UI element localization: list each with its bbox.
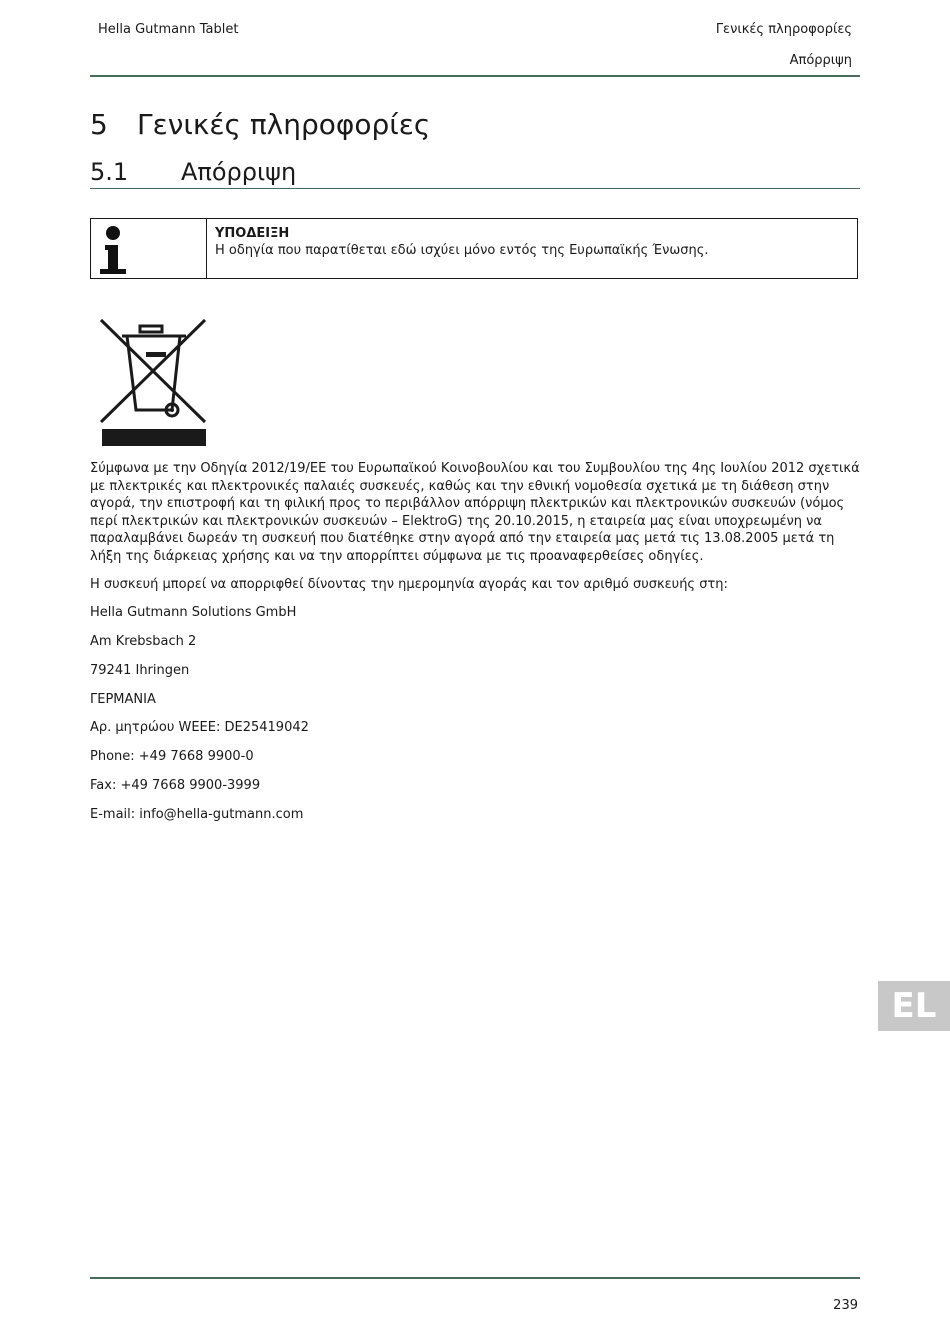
note-content bbox=[207, 219, 717, 278]
crossed-out-bin-icon bbox=[100, 318, 208, 448]
section-title: Απόρριψη bbox=[181, 158, 297, 186]
header-chapter: Γενικές πληροφορίες bbox=[715, 22, 852, 37]
note-title: ΥΠΟΔΕΙΞΗ bbox=[215, 226, 290, 241]
body-text bbox=[90, 460, 860, 834]
language-tab: EL bbox=[878, 981, 950, 1031]
footer-rule bbox=[90, 1277, 860, 1279]
address-email: E-mail: info@hella-gutmann.com bbox=[90, 806, 304, 822]
address-city: 79241 Ihringen bbox=[90, 662, 190, 678]
address-company: Hella Gutmann Solutions GmbH bbox=[90, 605, 297, 621]
address-block bbox=[90, 604, 860, 823]
header-product: Hella Gutmann Tablet bbox=[98, 22, 239, 37]
address-country: ΓΕΡΜΑΝΙΑ bbox=[90, 691, 156, 707]
address-street: Am Krebsbach 2 bbox=[90, 633, 197, 649]
page-number: 239 bbox=[833, 1298, 858, 1313]
chapter-number: 5 bbox=[90, 108, 108, 141]
return-paragraph: Η συσκευή μπορεί να απορριφθεί δίνοντας την ημερομηνία αγοράς και τον αριθμό συσκευής στη: bbox=[90, 577, 728, 593]
disposal-paragraph: Σύμφωνα με την Οδηγία 2012/19/ΕΕ του Ευρωπαϊκού Κοινοβουλίου και του Συμβουλίου της 4ης Ιουλίου 2012 σχετικά με πλεκτρικές και πλεκτρονικές παλαιές συσκευές, καθώς και την εθνική νομοθεσία σχετικά με τη διάθεση στην αγορά, την επιστροφή και τη φιλική προς το περιβάλλον απόρριψη πλεκτρικών και πλεκτρονικών συσκευών (νόμος περί πλεκτρικών και πλεκτρονικών συσκευών – ElektroG) της 20.10.2015, η εταιρεία μας είναι υποχρεωμένη να παραλαμβάνει δωρεάν τη συσκευή που διατέθηκε στην αγορά από την εταιρεία μας μετά τις 13.08.2005 μετά τη λήξη της διάρκειας χρήσης και να την απορρίπτει σύμφωνα με τις προαναφερθείσες οδηγίες. bbox=[90, 461, 860, 564]
section-rule bbox=[90, 188, 860, 189]
header-section: Απόρριψη bbox=[789, 53, 852, 68]
section-number: 5.1 bbox=[90, 158, 129, 186]
section-heading bbox=[90, 158, 296, 186]
info-icon bbox=[91, 219, 207, 278]
address-fax: Fax: +49 7668 9900-3999 bbox=[90, 777, 261, 793]
note-text: Η οδηγία που παρατίθεται εδώ ισχύει μόνο εντός της Ευρωπαϊκής Ένωσης. bbox=[215, 243, 709, 258]
chapter-title: Γενικές πληροφορίες bbox=[137, 108, 431, 141]
weee-registration: Αρ. μητρώου WEEE: DE25419042 bbox=[90, 720, 309, 736]
address-phone: Phone: +49 7668 9900-0 bbox=[90, 749, 254, 765]
note-box bbox=[90, 218, 858, 279]
chapter-heading bbox=[90, 108, 430, 141]
header-rule bbox=[90, 75, 860, 77]
